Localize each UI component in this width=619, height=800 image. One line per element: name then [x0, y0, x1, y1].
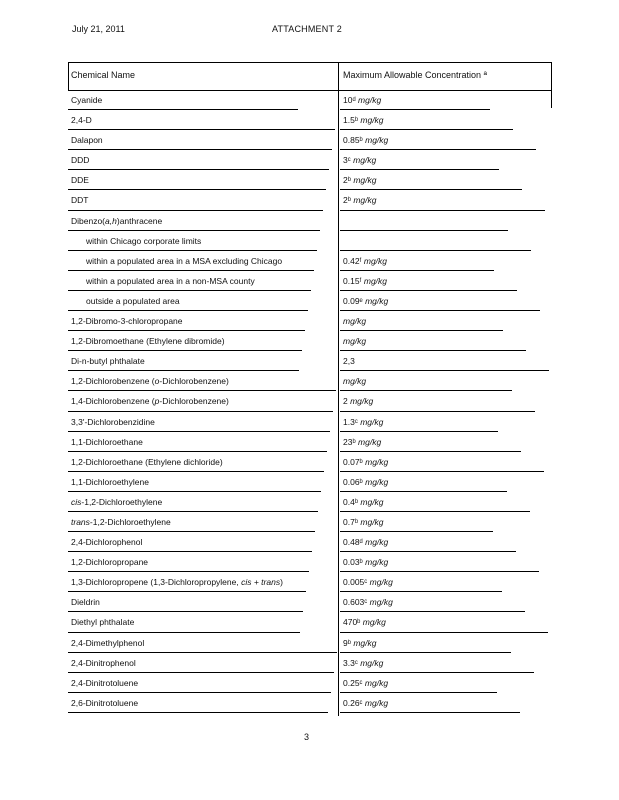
concentration-cell: 0.85ᵇ mg/kg	[343, 135, 389, 146]
table-row	[68, 572, 552, 592]
table-row	[68, 251, 552, 271]
table-row	[68, 331, 552, 351]
chemical-name-cell: DDD	[71, 155, 90, 166]
table-row	[68, 351, 552, 371]
concentration-cell: mg/kg	[343, 376, 367, 387]
chemical-name-cell: Dieldrin	[71, 597, 100, 608]
concentration-cell: 2ᵇ mg/kg	[343, 195, 377, 206]
table-row	[68, 391, 552, 411]
concentration-cell: 0.06ᵇ mg/kg	[343, 476, 389, 487]
chemical-name-cell: 2,4-Dichlorophenol	[71, 537, 143, 548]
table-row	[68, 633, 552, 653]
concentration-cell	[343, 211, 549, 231]
table-row	[68, 90, 552, 110]
concentration-table	[68, 62, 552, 713]
chemical-name-cell: DDE	[71, 175, 89, 186]
row-rule-right	[340, 712, 520, 713]
table-row	[68, 371, 552, 391]
chemical-name-cell: 2,4-D	[71, 115, 92, 126]
concentration-cell: 0.15ᶠ mg/kg	[343, 275, 388, 286]
chemical-name-cell: Di-n-butyl phthalate	[71, 356, 145, 367]
table-row	[68, 592, 552, 612]
chemical-name-cell: 1,2-Dibromo-3-chloropropane	[71, 316, 183, 327]
table-header-bottom-border	[68, 90, 552, 91]
table-row	[68, 190, 552, 210]
table-row	[68, 150, 552, 170]
chemical-name-cell: 1,1-Dichloroethylene	[71, 476, 149, 487]
table-row	[68, 612, 552, 632]
table-row	[68, 412, 552, 432]
chemical-name-cell: 3,3'-Dichlorobenzidine	[71, 416, 155, 427]
chemical-name-cell: outside a populated area	[86, 295, 180, 306]
chemical-name-cell: 2,4-Dinitrophenol	[71, 657, 136, 668]
table-header-row	[68, 62, 552, 90]
table-row	[68, 693, 552, 713]
table-row	[68, 110, 552, 130]
concentration-cell: 1.3ᶜ mg/kg	[343, 416, 384, 427]
chemical-name-cell: cis-1,2-Dichloroethylene	[71, 496, 163, 507]
chemical-name-cell: Diethyl phthalate	[71, 617, 135, 628]
concentration-cell: mg/kg	[343, 336, 367, 347]
table-row	[68, 130, 552, 150]
concentration-cell: 3.3ᶜ mg/kg	[343, 657, 384, 668]
concentration-cell: 23ᵇ mg/kg	[343, 436, 382, 447]
chemical-name-cell: 1,4-Dichlorobenzene (p-Dichlorobenzene)	[71, 396, 229, 407]
concentration-cell: 0.7ᵇ mg/kg	[343, 516, 384, 527]
chemical-name-cell: 1,2-Dichloroethane (Ethylene dichloride)	[71, 456, 223, 467]
concentration-cell: 0.09ᵉ mg/kg	[343, 295, 389, 306]
table-row	[68, 432, 552, 452]
table-row	[68, 512, 552, 532]
page-number: 3	[304, 732, 310, 742]
chemical-name-cell: 2,4-Dimethylphenol	[71, 637, 145, 648]
table-row	[68, 452, 552, 472]
document-date: July 21, 2011	[72, 24, 125, 34]
table-row	[68, 170, 552, 190]
concentration-cell: 0.07ᵇ mg/kg	[343, 456, 389, 467]
table-row	[68, 211, 552, 231]
document-title: ATTACHMENT 2	[272, 24, 342, 34]
concentration-cell: 3ᶜ mg/kg	[343, 155, 377, 166]
chemical-name-cell: Dibenzo(a,h)anthracene	[71, 215, 163, 226]
table-left-border	[68, 62, 69, 90]
concentration-cell: 0.25ᶜ mg/kg	[343, 677, 389, 688]
column-header-chemical-name: Chemical Name	[71, 70, 136, 80]
table-row	[68, 472, 552, 492]
concentration-cell: 0.42ᶠ mg/kg	[343, 255, 388, 266]
chemical-name-cell: 1,2-Dibromoethane (Ethylene dibromide)	[71, 336, 225, 347]
table-row	[68, 291, 552, 311]
chemical-name-cell: within Chicago corporate limits	[86, 235, 202, 246]
column-header-max-concentration: Maximum Allowable Concentration ª	[343, 70, 487, 80]
table-column-divider	[338, 62, 339, 716]
concentration-cell: 0.03ᵇ mg/kg	[343, 557, 389, 568]
concentration-cell: 1.5ᵇ mg/kg	[343, 115, 384, 126]
concentration-cell: 0.48ᵈ mg/kg	[343, 537, 389, 548]
table-row	[68, 653, 552, 673]
concentration-cell: 10ᵈ mg/kg	[343, 95, 382, 105]
chemical-name-cell: within a populated area in a non-MSA county	[86, 275, 255, 286]
concentration-cell: 2,3	[343, 356, 355, 367]
table-row	[68, 311, 552, 331]
concentration-cell: 0.26ᶜ mg/kg	[343, 697, 389, 708]
concentration-cell: 2 mg/kg	[343, 396, 374, 407]
table-row	[68, 673, 552, 693]
concentration-cell: 9ᵇ mg/kg	[343, 637, 377, 648]
concentration-cell: 470ᵇ mg/kg	[343, 617, 386, 628]
table-row	[68, 552, 552, 572]
chemical-name-cell: within a populated area in a MSA excluding Chicago	[86, 255, 283, 266]
table-row	[68, 532, 552, 552]
table-row	[68, 271, 552, 291]
table-row	[68, 231, 552, 251]
concentration-cell: 2ᵇ mg/kg	[343, 175, 377, 186]
table-row	[68, 492, 552, 512]
chemical-name-cell: 1,2-Dichlorobenzene (o-Dichlorobenzene)	[71, 376, 229, 387]
chemical-name-cell: 2,4-Dinitrotoluene	[71, 677, 139, 688]
chemical-name-cell: Dalapon	[71, 135, 103, 146]
concentration-cell: 0.603ᶜ mg/kg	[343, 597, 393, 608]
chemical-name-cell: trans-1,2-Dichloroethylene	[71, 516, 171, 527]
concentration-cell: 0.4ᵇ mg/kg	[343, 496, 384, 507]
table-top-border	[68, 62, 552, 63]
concentration-cell: 0.005ᶜ mg/kg	[343, 577, 393, 588]
chemical-name-cell: 1,1-Dichloroethane	[71, 436, 143, 447]
chemical-name-cell: 1,3-Dichloropropene (1,3-Dichloropropylene, cis + trans)	[71, 577, 283, 588]
table-right-border	[551, 62, 552, 108]
chemical-name-cell: 2,6-Dinitrotoluene	[71, 697, 139, 708]
chemical-name-cell: Cyanide	[71, 95, 103, 105]
chemical-name-cell: DDT	[71, 195, 89, 206]
concentration-cell: mg/kg	[343, 316, 367, 327]
chemical-name-cell: 1,2-Dichloropropane	[71, 557, 149, 568]
row-rule-left	[68, 712, 328, 713]
